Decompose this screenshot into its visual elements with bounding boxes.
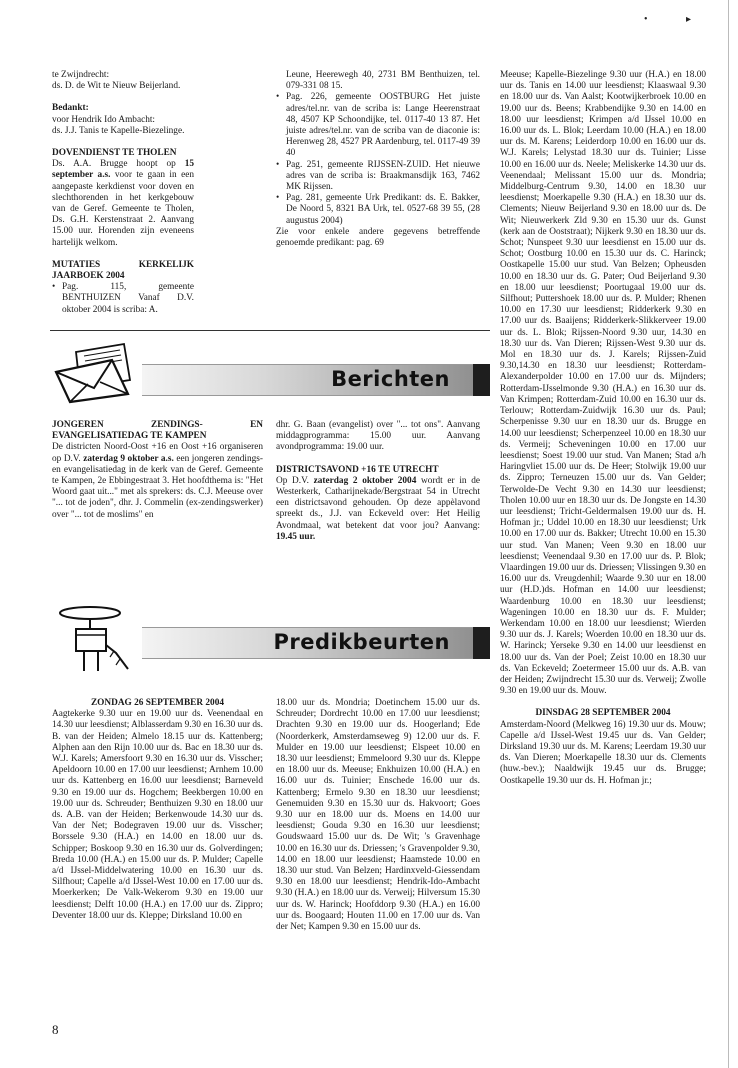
berichten-title: Berichten bbox=[331, 367, 450, 391]
zondag-services-part-3: Meeuse; Kapelle-Biezelinge 9.30 uur (H.A.) en 18.00 uur ds. Tanis en 14.00 uur leesdienst; Klaaswaal 9.30 en 18.00 uur ds. Van Aalst; Kootwijkerbroek 10.00 en 19.00 uur ds. Beens; Krabbendijke 9.30 en 14.00 en 18.00 uur leesdienst; Krimpen a/d IJssel 10.00 en 16.00 uur ds. L. Blok; Leerdam 10.00 (H.A.) en 18.00 uur ds. M. Karens; Leiderdorp 10.00 en 16.00 uur ds. W.J. Karels; Lelystad 18.30 uur ds. Tuinier; Lisse 10.00 en 16.00 uur ds. Neele; Meliskerke 14.30 uur ds. Veenendaal; Melissant 15.00 uur ds. Mondria; Middelburg-Centrum 9.30, 14.00 en 18.30 uur leesdienst; Moerkapelle 9.30 (H.A.) en 18.30 uur ds. Clements; Nieuw Beijerland 9.30 en 18.00 uur ds. De Wit; Nieuwerkerk Zld 9.30 en 15.30 uur ds. Gunst (kerk aan de Ooststraat); Nijkerk 9.30 en 18.30 uur ds. Schot; Nunspeet 9.30 uur leesdienst en 15.00 uur ds. Schot; Oostburg 10.00 en 15.30 uur ds. C. Harinck; Oostkapelle 15.00 uur stud. Van Belzen; Opheusden 10.00 en 18.30 uur ds. G. Pater; Oud Beijerland 9.30 en 18.00 uur leesdienst; Poortugaal 19.00 uur ds. Silfhout; Puttershoek 18.00 uur ds. P. Mulder; Rhenen 10.00 en 17.30 uur leesdienst; Ridderkerk 9.30 en 17.00 uur ds. Baaijens; Ridderkerk-Slikkerveer 19.00 uur ds. L. Blok; Rijssen-Noord 9.30 uur, 14.30 en 18.30 uur ds. Van Dieren; Rijssen-West 9.30 uur ds. Mol en 18.30 uur ds. J. Karels; Rijssen-Zuid 9.30,14.30 en 18.30 uur leesdienst; Rotterdam-Alexanderpolder 10.00 en 17.00 uur ds. Mijnders; Rotterdam-IJsselmonde 9.30 (H.A.) en 16.30 uur ds. Van Krimpen; Rotterdam-Zuid 10.00 en 16.30 uur ds. Terlouw; Rotterdam-Zuidwijk 16.30 uur ds. Paul; Scherpenisse 9.30 uur en 18.30 uur ds. Brugge en 14.00 uur leesdienst; Scherpenzeel 10.00 en 18.30 uur ds. Vermeij; Scheveningen 10.00 en 17.00 uur leesdienst; Soest 19.00 uur stud. Van Manen; Stad a/h Haringvliet 15.00 uur ds. De Heer; Stolwijk 19.00 uur ds. Zippro; Terneuzen 15.00 uur ds. Van Gelder; Terwolde-De Vecht 9.30 en 14.30 uur leesdienst; Tholen 10.00 uur en 18.30 uur ds. De Jongste en 14.30 uur leesdienst; Tricht-Geldermalsen 19.00 uur ds. H. Hofman jr.; Uddel 10.00 en 18.30 uur leesdienst; Urk 10.00 en 17.00 uur ds. Bakker; Utrecht 10.00 en 15.30 uur stud. Van Manen; Veen 9.30 en 18.00 uur leesdienst; Veenendaal 9.30 en 17.00 uur ds. P. Blok; Vlaardingen 19.00 uur ds. Driessen; Vlissingen 9.30 en 16.00 uur ds. Vreugdenhil; Waarde 9.30 uur en 18.00 uur (H.D.)ds. Hofman en 14.00 uur leesdienst; Waardenburg 10.00 en 18.30 uur leesdienst; Wageningen 10.00 en 18.30 uur ds. F. Mulder; Werkendam 10.00 en 18.00 uur leesdienst; Wierden 9.30 uur ds. J. Karels; Woerden 10.00 en 18.30 uur ds. W. Harinck; Yerseke 9.30 en 14.00 uur leesdienst en 18.00 uur ds. Van der Poel; Zeist 10.00 en 18.30 uur ds. Van Eckeveld; Zoetermeer 15.00 uur ds. A.B. van der Heiden; Zwijndrecht 15.30 uur ds. Verweij; Zwolle 9.30 en 19.00 uur ds. Mouw. bbox=[500, 70, 706, 697]
berichten-middle-column bbox=[276, 420, 480, 580]
bedankt-line-2: ds. J.J. Tanis te Kapelle-Biezelinge. bbox=[52, 125, 185, 136]
predikbeurten-banner bbox=[50, 627, 490, 659]
zondag-services-part-2: 18.00 uur ds. Mondria; Doetinchem 15.00 uur ds. Schreuder; Dordrecht 10.00 en 17.00 uur leesdienst; Drachten 9.30 en 19.00 uur ds. Hoogerland; Ede (Noorderkerk, Amsterdamseweg 9) 12.00 uur ds. F. Mulder en 19.00 uur leesdienst; Elspeet 10.00 en 18.30 uur leesdienst; Emmeloord 9.30 uur ds. Kleppe en 18.00 uur ds. Meeuse; Enkhuizen 10.00 (H.A.) en 16.00 uur ds. Tuinier; Enschede 16.00 uur ds. Kattenberg; Ermelo 9.30 en 18.30 uur leesdienst; Genemuiden 9.30 en 15.30 uur ds. Hakvoort; Goes 9.30 uur en 18.00 uur ds. Moens en 14.00 uur leesdienst; Gouda 9.30 en 16.30 uur leesdienst; Goudswaard 15.00 uur ds. De Wit; 's Gravenhage 10.00 en 16.30 uur ds. Driessen; 's Gravenpolder 9.30, 14.00 en 18.00 uur leesdienst; Haamstede 10.00 en 18.30 uur stud. Van Belzen; Hardinxveld-Giessendam 9.30 en 18.00 uur leesdienst; Hendrik-Ido-Ambacht 9.30 (H.A.) en 18.00 uur ds. Verweij; Hilversum 15.30 uur ds. W. Harinck; Hoofddorp 9.30 (H.A.) en 16.00 uur ds. Boogaard; Houten 11.00 en 17.00 uur ds. Van der Net; Kampen 9.30 en 15.00 uur ds. bbox=[276, 698, 480, 933]
berichten-left-column bbox=[52, 420, 263, 580]
zondag-services-part-1: Aagtekerke 9.30 uur en 19.00 uur ds. Veenendaal en 14.30 uur leesdienst; Alblasserdam 9.30 en 16.30 uur ds. B. van der Heiden; Almelo 18.15 uur ds. Kattenberg; Alphen aan den Rijn 10.00 uur ds. Bac en 18.30 uur ds. W.J. Karels; Amersfoort 9.30 en 16.30 uur ds. Visscher; Apeldoorn 10.00 en 17.00 uur leesdienst; Arnhem 10.00 uur ds. Kattenberg en 16.00 uur leesdienst; Barneveld 9.30 en 19.00 uur ds. Hogchem; Beekbergen 10.00 en 19.00 uur ds. Schreuder; Benthuizen 9.30 en 18.00 uur ds. A.B. van der Heiden; Berkenwoude 14.30 uur ds. Van der Net; Bodegraven 19.00 uur ds. Visscher; Borssele 9.30 (H.A.) en 14.00 en 18.00 uur ds. Schipper; Boskoop 9.30 en 16.30 uur ds. Golverdingen; Breda 10.00 (H.A.) en 15.00 uur ds. P. Mulder; Capelle a/d IJssel-Middelwatering 10.00 en 16.30 uur ds. Silfhout; Capelle a/d IJssel-West 10.00 en 17.00 uur ds. Moerkerken; De Valk-Wekerom 9.30 en 19.00 uur leesdienst; Delft 10.00 (H.A.) en 17.00 uur ds. Zippro; Deventer 18.00 uur ds. Kleppe; Dirksland 10.00 en bbox=[52, 709, 263, 921]
predikbeurten-column-1 bbox=[52, 698, 263, 1016]
districtsavond-text: Op D.V. zaterdag 2 oktober 2004 wordt er in de Westerkerk, Catharijnekade/Bergstraat 54 in Utrecht een districtsavond gehouden. Op deze appèlavond spreekt ds., J.J. van Eckeveld over: Het Heilig Avondmaal, wat betekent dat voor jou? Aanvang: 19.45 uur. bbox=[276, 475, 480, 542]
mutaties-continued: Leune, Heerewegh 40, 2731 BM Benthuizen, tel. 079-331 08 15. bbox=[286, 70, 480, 92]
predikbeurten-end-block bbox=[473, 627, 490, 659]
bedankt-heading: Bedankt: bbox=[52, 103, 89, 114]
page-number: 8 bbox=[52, 1022, 59, 1037]
intro-line-1: te Zwijndrecht: bbox=[52, 70, 110, 80]
berichten-banner bbox=[50, 364, 490, 396]
zondag-heading: ZONDAG 26 SEPTEMBER 2004 bbox=[90, 698, 224, 708]
jongeren-text: De districten Noord-Oost +16 en Oost +16 organiseren op D.V. zaterdag 9 oktober a.s. een jongeren zendings- en evangelisatiedag in de kerk van de Geref. Gemeente te Kampen, 2e Ebbingestraat 3. Het hoofdthema is: "Het Woord gaat uit..." met als sprekers: ds. C.J. Meeuse over "... tot de joden", dhr. J. Commelin (ex-zendingswerker) over "... tot de moslims" en bbox=[52, 442, 263, 520]
dovendienst-text: Ds. A.A. Brugge hoopt op 15 september a.s. voor te gaan in een aangepaste kerkdienst voor doven en slechthorenden in het kerkgebouw van de Geref. Gemeente te Tholen, Ds. G.H. Kerstenstraat 2. Aanvang 15.00 uur. Horenden zijn eveneens hartelijk welkom. bbox=[52, 159, 194, 248]
dinsdag-services: Amsterdam-Noord (Melkweg 16) 19.30 uur ds. Mouw; Capelle a/d IJssel-West 19.45 uur ds. Van Gelder; Dirksland 19.30 uur ds. M. Karens; Leerdam 19.30 uur ds. Van Dieren; Moerkapelle 18.30 uur ds. Clements (huw.-bev.); Naaldwijk 19.45 uur ds. Brugge; Oostkapelle 19.30 uur ds. H. Hofman jr.; bbox=[500, 719, 706, 786]
mutaties-item-oostburg: • Pag. 226, gemeente OOSTBURG Het juiste adres/tel.nr. van de scriba is: Lange Heerenstraat 48, 4507 KP Schoondijke, tel. 0117-40 13 87. Het juiste adres/tel.nr. van de scriba van de diaconie is: Herenweg 28, 4527 PR Aardenburg, tel. 0117-49 39 40 bbox=[276, 92, 480, 159]
mutaties-footer: Zie voor enkele andere gegevens betreffende genoemde predikant: pag. 69 bbox=[276, 226, 480, 249]
jongeren-date: zaterdag 9 oktober a.s. bbox=[83, 453, 174, 464]
jongeren-heading: JONGEREN ZENDINGS- EN EVANGELISATIEDAG TE KAMPEN bbox=[52, 420, 263, 442]
mutaties-item: • Pag. 115, gemeente BENTHUIZEN Vanaf D.V. oktober 2004 is scriba: A. bbox=[52, 282, 194, 316]
predikbeurten-column-2 bbox=[276, 698, 480, 1016]
pulpit-icon bbox=[50, 605, 150, 675]
mutaties-heading: MUTATIES KERKELIJK JAARBOEK 2004 bbox=[52, 259, 194, 282]
intro-line-2: ds. D. de Wit te Nieuw Beijerland. bbox=[52, 81, 181, 92]
predikbeurten-title: Predikbeurten bbox=[273, 630, 450, 654]
dovendienst-heading: DOVENDIENST TE THOLEN bbox=[52, 148, 177, 159]
top-middle-column bbox=[276, 70, 480, 328]
envelope-letters-icon bbox=[50, 342, 150, 404]
section-divider bbox=[50, 330, 490, 331]
corner-marks: • ▸ bbox=[644, 14, 710, 25]
bedankt-line-1: voor Hendrik Ido Ambacht: bbox=[52, 114, 156, 125]
dovendienst-date: 15 september a.s. bbox=[52, 159, 194, 181]
mutaties-item-urk: • Pag. 281, gemeente Urk Predikant: ds. E. Bakker, De Noord 5, 8321 BA Urk, tel. 0527-68 39 55, (28 augustus 2004) bbox=[276, 193, 480, 227]
berichten-end-block bbox=[473, 364, 490, 396]
districtsavond-time: 19.45 uur. bbox=[276, 531, 316, 542]
districtsavond-heading: DISTRICTSAVOND +16 TE UTRECHT bbox=[276, 464, 439, 475]
districtsavond-date: zaterdag 2 oktober 2004 bbox=[313, 475, 417, 486]
top-left-column bbox=[52, 70, 194, 328]
predikbeurten-column-3 bbox=[500, 70, 706, 1030]
jongeren-continued: dhr. G. Baan (evangelist) over "... tot ons". Aanvang middagprogramma: 15.00 uur. Aanvang avondprogramma: 19.00 uur. bbox=[276, 420, 480, 453]
page-edge bbox=[728, 0, 729, 1068]
mutaties-item-rijssen: • Pag. 251, gemeente RIJSSEN-ZUID. Het nieuwe adres van de scriba is: Braakmansdijk 163, 7462 MK Rijssen. bbox=[276, 160, 480, 194]
dinsdag-heading: DINSDAG 28 SEPTEMBER 2004 bbox=[535, 708, 671, 719]
